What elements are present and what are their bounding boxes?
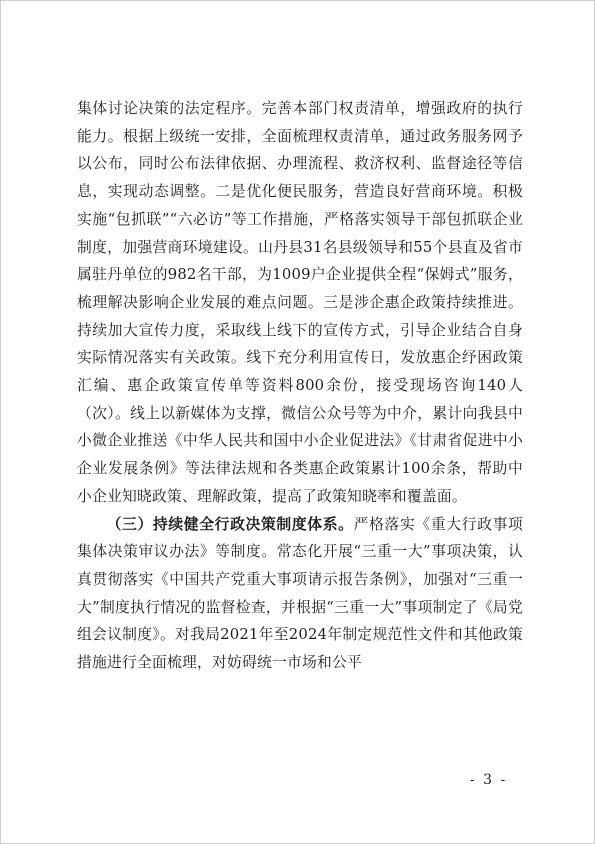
section-heading: （三）持续健全行政决策制度体系。 bbox=[106, 515, 354, 533]
section-body-text: 严格落实《重大行政事项集体决策审议办法》等制度。常态化开展“三重一大”事项决策，认真贯彻落实《中国共产党重大事项请示报告条例》，加强对“三重一大”制度执行情况的监督检查，并根据“三重一大”事项制定了《局党组会议制度》。对我局2021年至2024年制定规范性文件和其他政策措施进行全面梳理，对妨碍统一市场和公平 bbox=[77, 515, 524, 672]
section-paragraph bbox=[77, 511, 523, 677]
page-number: - 3 - bbox=[470, 772, 508, 788]
body-paragraph: 集体讨论决策的法定程序。完善本部门权责清单，增强政府的执行能力。根据上级统一安排，全面梳理权责清单，通过政务服务网予以公布，同时公布法律依据、办理流程、救济权利、监督途径等信息，实现动态调整。二是优化便民服务，营造良好营商环境。积极实施“包抓联”“六必访”等工作措施，严格落实领导干部包抓联企业制度，加强营商环境建设。山丹县31名县级领导和55个县直及省市属驻丹单位的982名干部，为1009户企业提供全程“保姆式”服务，梳理解决影响企业发展的难点问题。三是涉企惠企政策持续推进。持续加大宣传力度，采取线上线下的宣传方式，引导企业结合自身实际情况落实有关政策。线下充分利用宣传日，发放惠企纾困政策汇编、惠企政策宣传单等资料800余份，接受现场咨询140人（次）。线上以新媒体为支撑，微信公众号等为中介，累计向我县中小微企业推送《中华人民共和国中小企业促进法》《甘肃省促进中小企业发展条例》等法律法规和各类惠企政策累计100余条，帮助中小企业知晓政策、理解政策，提高了政策知晓率和覆盖面。 bbox=[77, 100, 523, 505]
document-body bbox=[77, 95, 523, 677]
